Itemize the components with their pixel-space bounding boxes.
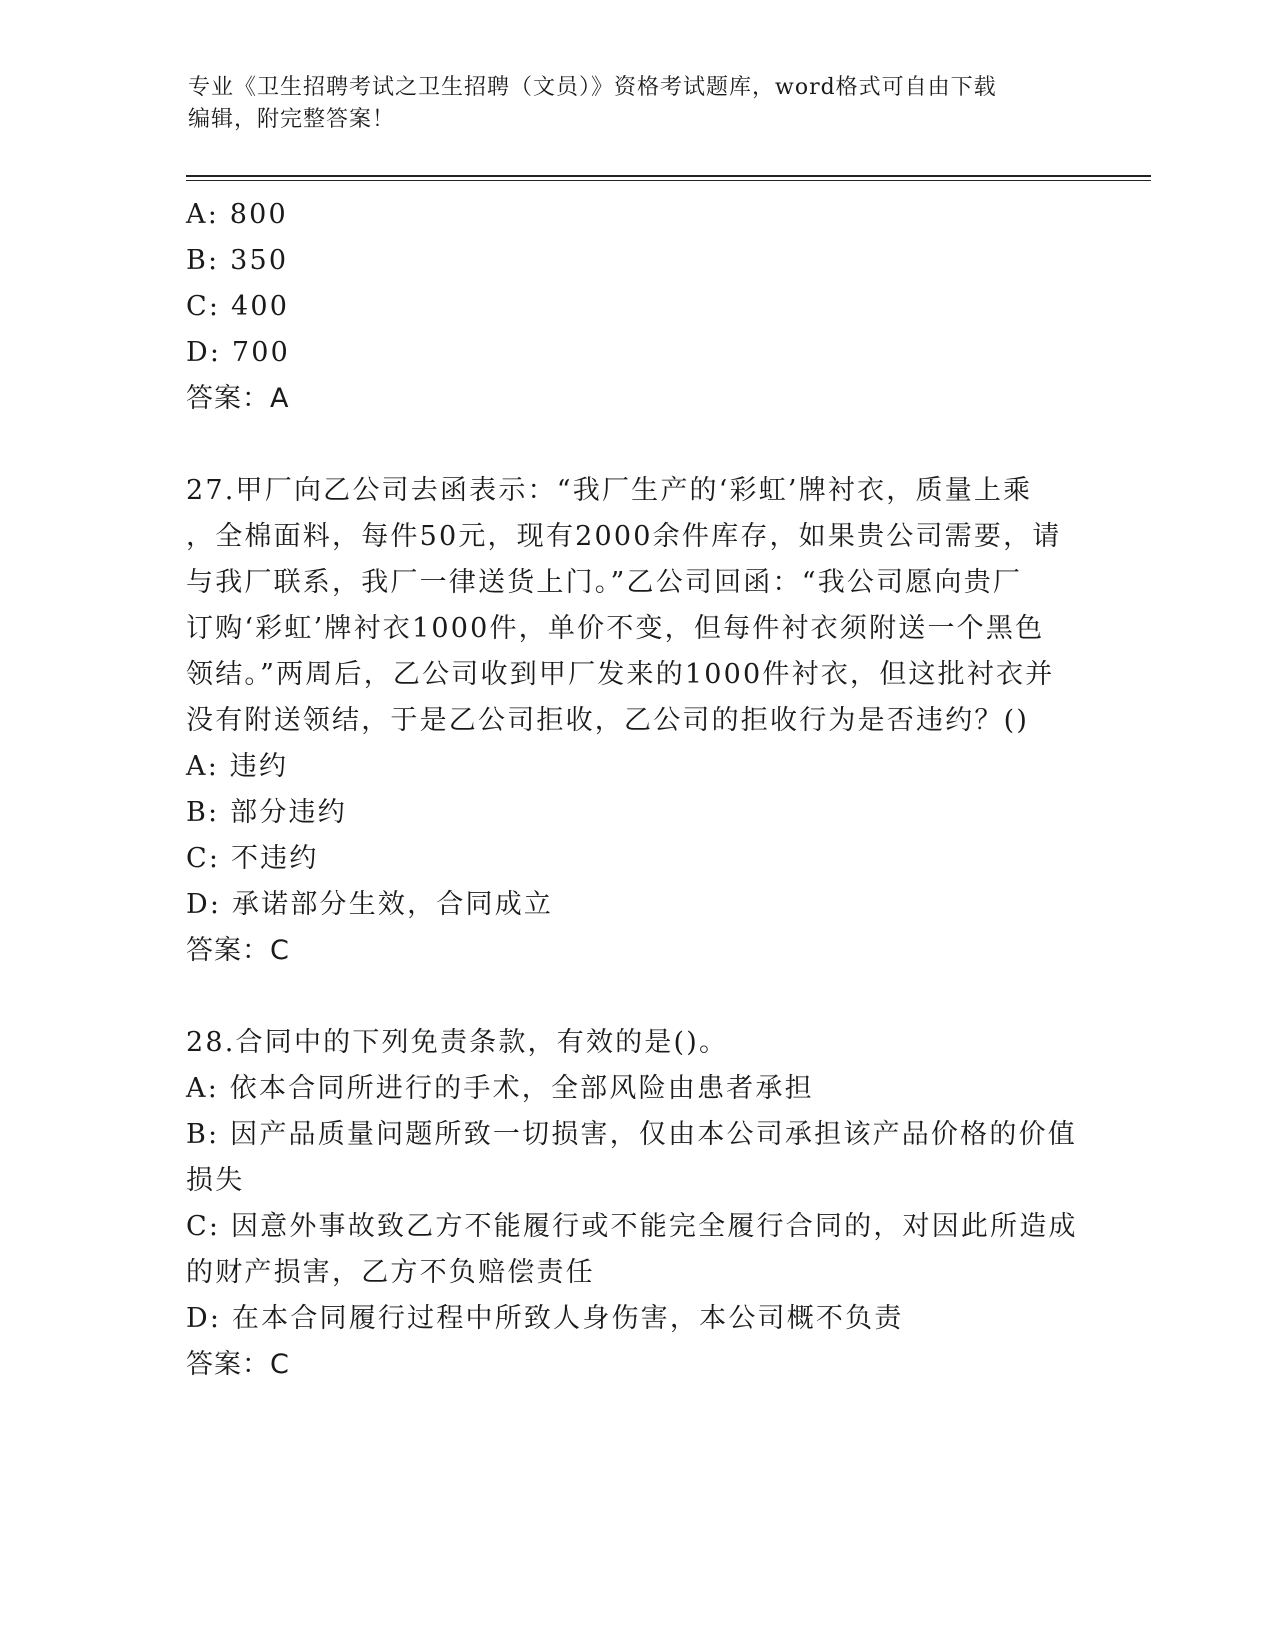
- q26-option-a: A: 800: [186, 199, 288, 230]
- q27-option-a: A: 违约: [186, 751, 289, 782]
- q28-option-b-line: B: 因产品质量问题所致一切损害，仅由本公司承担该产品价格的价值: [186, 1119, 1077, 1150]
- header-line-2: 编辑，附完整答案！: [188, 107, 396, 132]
- q27-stem-line: 订购‘彩虹’牌衬衣1000件，单价不变，但每件衬衣须附送一个黑色: [186, 613, 1045, 644]
- spacer: [186, 422, 1086, 468]
- q27-option-d: D: 承诺部分生效，合同成立: [186, 889, 554, 920]
- q27-stem-line: 没有附送领结，于是乙公司拒收，乙公司的拒收行为是否违约？(): [186, 705, 1030, 736]
- q26-answer: 答案：A: [186, 383, 290, 414]
- q26-option-c: C: 400: [186, 291, 290, 322]
- q28-option-d: D: 在本合同履行过程中所致人身伤害，本公司概不负责: [186, 1303, 904, 1334]
- question-content: [186, 192, 1086, 1388]
- question-26: [186, 192, 1086, 422]
- q28-stem: 28.合同中的下列免责条款，有效的是()。: [186, 1027, 729, 1058]
- header-line-1: 专业《卫生招聘考试之卫生招聘（文员）》资格考试题库，word格式可自由下载: [188, 75, 997, 100]
- document-header: [188, 72, 1088, 136]
- question-27: [186, 468, 1086, 974]
- q27-answer: 答案：C: [186, 935, 290, 966]
- q28-option-c-line: C: 因意外事故致乙方不能履行或不能完全履行合同的，对因此所造成: [186, 1211, 1078, 1242]
- q27-option-c: C: 不违约: [186, 843, 319, 874]
- q27-stem-line: 与我厂联系，我厂一律送货上门。”乙公司回函：“我公司愿向贵厂: [186, 567, 1023, 598]
- q28-answer: 答案：C: [186, 1349, 290, 1380]
- q27-stem-line: ，全棉面料，每件50元，现有2000余件库存，如果贵公司需要，请: [186, 521, 1062, 552]
- header-divider-thick: [186, 175, 1151, 177]
- q26-option-b: B: 350: [186, 245, 289, 276]
- q28-option-a: A: 依本合同所进行的手术，全部风险由患者承担: [186, 1073, 814, 1104]
- q27-stem-line: 27.甲厂向乙公司去函表示：“我厂生产的‘彩虹’牌衬衣，质量上乘: [186, 475, 1033, 506]
- q27-stem-line: 领结。”两周后，乙公司收到甲厂发来的1000件衬衣，但这批衬衣并: [186, 659, 1055, 690]
- q26-option-d: D: 700: [186, 337, 291, 368]
- q27-option-b: B: 部分违约: [186, 797, 347, 828]
- header-divider-thin: [186, 180, 1151, 181]
- q28-option-c-line: 的财产损害，乙方不负赔偿责任: [186, 1257, 595, 1288]
- q28-option-b-line: 损失: [186, 1165, 245, 1196]
- question-28: [186, 1020, 1086, 1388]
- spacer: [186, 974, 1086, 1020]
